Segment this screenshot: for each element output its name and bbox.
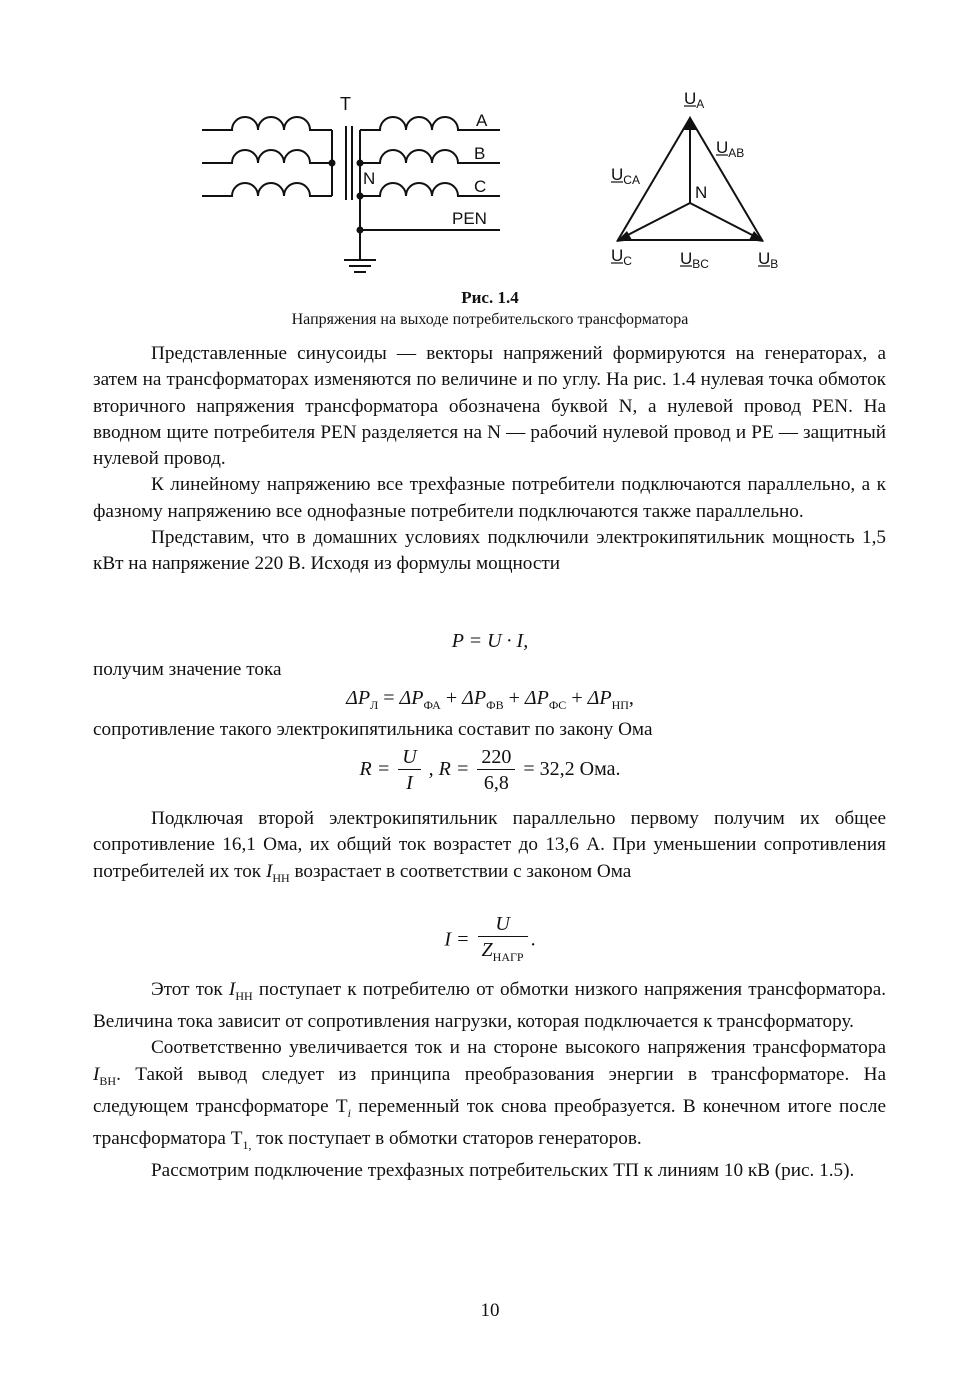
label-pen: PEN [452,209,487,228]
paragraph-current-intro: получим значение тока [93,659,282,680]
label-transformer: T [340,94,351,114]
paragraph-5: Этот ток $I_{НН}$ поступает к потребителю от обмотки низкого напряжения трансформатора. Величина тока зависит от сопротивления нагрузки, которая подключается к трансформатору. [93,979,887,1033]
label-u-b: $U_B$ [758,249,779,271]
text-block-2 [93,657,886,683]
label-u-ab: $U_{AB}$ [716,138,745,160]
text-block-4 [93,806,886,891]
fraction-220-over-6-8: $\frac{220}{6,8}$ [477,745,515,796]
paragraph-3: Представим, что в домашних условиях подключили электрокипятильник мощность 1,5 кВт на напряжение 220 В. Исходя из формулы мощности [93,527,886,575]
figure-1-4 [190,88,790,288]
paragraph-resistance-intro: сопротивление такого электрокипятильника составит по закону Ома [93,719,653,740]
text-block-3 [93,717,886,743]
paragraph-7: Рассмотрим подключение трехфазных потребительских ТП к линиям 10 кВ (рис. 1.5). [151,1160,855,1182]
label-phase-a: A [476,111,488,130]
transformer-circuit-diagram [202,117,500,272]
formula-load-current: I = $\frac{U}{Z_{НАГР}}$ . [0,912,980,970]
formula-power-loss: $\Delta P_Л = \Delta P_{ФА} + \Delta P_{ФВ} + \Delta P_{ФС} + \Delta P_{НП}$, [346,687,634,712]
fraction-u-over-i: $\frac{U}{I}$ [398,745,420,796]
label-neutral: N [363,169,376,188]
label-phase-b: B [474,144,486,163]
label-u-c: $U_C$ [611,246,632,268]
formula-ohm: R = $\frac{U}{I}$ , R = $\frac{220}{6,8}$ = 32,2 Ома. [359,746,621,794]
paragraph-4: Подключая второй электрокипятильник параллельно первому получим их общее сопротивление 16,1 Ома, их общий ток возрастет до 13,6 А. При уменьшении сопротивления потребителей их ток $I_{НН}$ возрастает в соответствии с законом Ома [93,808,886,885]
label-u-ca: $U_{CA}$ [611,165,640,187]
figure-caption-title: Рис. 1.4 [461,288,519,307]
formula-power: P = U · I, [451,630,529,652]
paragraph-2: К линейному напряжению все трехфазные потребители подключаются параллельно, а к фазному напряжению все однофазные потребители подключаются также параллельно. [93,474,886,522]
paragraph-1: Представленные синусоиды — векторы напряжений формируются на генераторах, а затем на трансформаторах изменяются по величине и по углу. На рис. 1.4 нулевая точка обмоток вторичного напряжения трансформатора обозначена буквой N, а нулевой провод PEN. На вводном щите потребителя PEN разделяется на N — рабочий нулевой провод и PE — защитный нулевой провод. [93,343,886,470]
label-u-a: $U_A$ [684,89,705,111]
label-u-bc: $U_{BC}$ [680,249,709,271]
fraction-u-over-z: $\frac{U}{Z_{НАГР}}$ [478,912,528,970]
text-block-5 [93,977,886,1184]
paragraph-6: Соответственно увеличивается ток и на стороне высокого напряжения трансформатора $I_{ВН}$. Такой вывод следует из принципа преобразования энергии в трансформаторе. На следующем трансформаторе $T_i$ переменный ток снова преобразуется. В конечном итоге после трансформатора $T_{1,}$ ток поступает в обмотки статоров генераторов. [93,1037,886,1152]
text-block-1 [93,341,886,578]
label-phasor-neutral: N [695,183,708,202]
page-number: 10 [480,1300,500,1321]
figure-caption-text: Напряжения на выходе потребительского трансформатора [291,311,689,328]
label-phase-c: C [474,177,487,196]
